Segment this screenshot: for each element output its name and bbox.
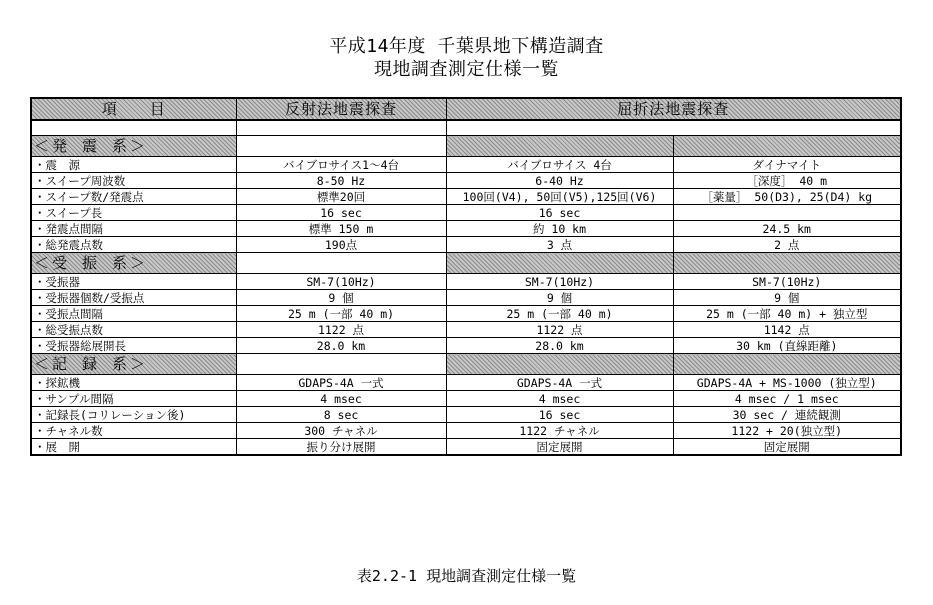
- refraction-vibroseis-value: 固定展開: [446, 439, 673, 456]
- reflection-value: 標準20回: [236, 189, 446, 205]
- row-label: ・受振器総展開長: [31, 338, 236, 354]
- refraction-vibroseis-value: 100回(V4), 50回(V5),125回(V6): [446, 189, 673, 205]
- page-subtitle: 現地調査測定仕様一覧: [374, 59, 559, 80]
- table-row: [31, 322, 901, 338]
- table-caption: 表2.2-1 現地調査測定仕様一覧: [356, 567, 577, 585]
- section-row: [31, 136, 901, 157]
- refraction-dynamite-value: 30 sec / 連続観測: [673, 407, 901, 423]
- refraction-dynamite-value: 1142 点: [673, 322, 901, 338]
- reflection-value: 300 チャネル: [236, 423, 446, 439]
- reflection-value: 標準 150 m: [236, 221, 446, 237]
- reflection-value: 16 sec: [236, 205, 446, 221]
- refraction-dynamite-value: 9 個: [673, 290, 901, 306]
- table-row: [31, 439, 901, 456]
- reflection-value: 8 sec: [236, 407, 446, 423]
- reflection-value: 1122 点: [236, 322, 446, 338]
- refraction-vibroseis-value: 25 m (一部 40 m): [446, 306, 673, 322]
- refraction-vibroseis-value: 3 点: [446, 237, 673, 253]
- refraction-vibroseis-value: バイブロサイス 4台: [446, 157, 673, 173]
- reflection-value: 28.0 km: [236, 338, 446, 354]
- table-row: [31, 173, 901, 189]
- reflection-value: SM-7(10Hz): [236, 274, 446, 290]
- reflection-value: 9 個: [236, 290, 446, 306]
- header-reflection: 反射法地震探査: [236, 98, 446, 120]
- row-label: ・展 開: [31, 439, 236, 456]
- refraction-dynamite-value: ［深度］ 40 m: [673, 173, 901, 189]
- section-title: ＜受 振 系＞: [31, 253, 236, 274]
- header-item: 項 目: [31, 98, 236, 120]
- row-label: ・チャネル数: [31, 423, 236, 439]
- section-title: ＜記 録 系＞: [31, 354, 236, 375]
- refraction-dynamite-value: 4 msec / 1 msec: [673, 391, 901, 407]
- reflection-value: GDAPS-4A 一式: [236, 375, 446, 391]
- refraction-dynamite-value: [673, 205, 901, 221]
- table-row: [31, 205, 901, 221]
- reflection-value: 4 msec: [236, 391, 446, 407]
- row-label: ・探鉱機: [31, 375, 236, 391]
- refraction-vibroseis-value: 9 個: [446, 290, 673, 306]
- table-row: [31, 157, 901, 173]
- table-row: [31, 274, 901, 290]
- reflection-value: 25 m (一部 40 m): [236, 306, 446, 322]
- refraction-dynamite-value: ダイナマイト: [673, 157, 901, 173]
- reflection-value: 190点: [236, 237, 446, 253]
- refraction-vibroseis-value: 4 msec: [446, 391, 673, 407]
- reflection-value: 振り分け展開: [236, 439, 446, 456]
- table-row: [31, 306, 901, 322]
- refraction-vibroseis-value: GDAPS-4A 一式: [446, 375, 673, 391]
- table-row: [31, 221, 901, 237]
- table-row: [31, 423, 901, 439]
- section-row: [31, 354, 901, 375]
- table-row: [31, 407, 901, 423]
- row-label: ・サンプル間隔: [31, 391, 236, 407]
- refraction-dynamite-value: 1122 + 20(独立型): [673, 423, 901, 439]
- section-title: ＜発 震 系＞: [31, 136, 236, 157]
- section-row: [31, 253, 901, 274]
- table-row: [31, 290, 901, 306]
- refraction-vibroseis-value: 16 sec: [446, 205, 673, 221]
- refraction-dynamite-value: 固定展開: [673, 439, 901, 456]
- refraction-dynamite-value: 30 km (直線距離): [673, 338, 901, 354]
- reflection-value: バイブロサイス1～4台: [236, 157, 446, 173]
- refraction-vibroseis-value: 1122 チャネル: [446, 423, 673, 439]
- refraction-vibroseis-value: 16 sec: [446, 407, 673, 423]
- refraction-dynamite-value: 2 点: [673, 237, 901, 253]
- row-label: ・受振点間隔: [31, 306, 236, 322]
- refraction-dynamite-value: SM-7(10Hz): [673, 274, 901, 290]
- reflection-value: 8-50 Hz: [236, 173, 446, 189]
- row-label: ・スイープ数/発震点: [31, 189, 236, 205]
- row-label: ・発震点間隔: [31, 221, 236, 237]
- header-refraction: 屈折法地震探査: [446, 98, 901, 120]
- refraction-vibroseis-value: 1122 点: [446, 322, 673, 338]
- refraction-dynamite-value: ［薬量］ 50(D3), 25(D4) kg: [673, 189, 901, 205]
- refraction-vibroseis-value: 約 10 km: [446, 221, 673, 237]
- page-title: 平成14年度 千葉県地下構造調査: [329, 36, 604, 57]
- table-row: [31, 338, 901, 354]
- table-row: [31, 237, 901, 253]
- row-label: ・記録長(コリレーション後): [31, 407, 236, 423]
- table-row: [31, 391, 901, 407]
- table-row: [31, 375, 901, 391]
- blank-row: [31, 120, 901, 136]
- refraction-dynamite-value: 25 m (一部 40 m) + 独立型: [673, 306, 901, 322]
- row-label: ・受振器個数/受振点: [31, 290, 236, 306]
- row-label: ・震 源: [31, 157, 236, 173]
- row-label: ・スイープ長: [31, 205, 236, 221]
- row-label: ・受振器: [31, 274, 236, 290]
- row-label: ・総受振点数: [31, 322, 236, 338]
- refraction-vibroseis-value: SM-7(10Hz): [446, 274, 673, 290]
- refraction-vibroseis-value: 28.0 km: [446, 338, 673, 354]
- row-label: ・総発震点数: [31, 237, 236, 253]
- spec-table: [30, 97, 902, 456]
- refraction-dynamite-value: GDAPS-4A + MS-1000 (独立型): [673, 375, 901, 391]
- row-label: ・スイープ周波数: [31, 173, 236, 189]
- refraction-dynamite-value: 24.5 km: [673, 221, 901, 237]
- refraction-vibroseis-value: 6-40 Hz: [446, 173, 673, 189]
- table-row: [31, 189, 901, 205]
- table-header-row: [31, 98, 901, 120]
